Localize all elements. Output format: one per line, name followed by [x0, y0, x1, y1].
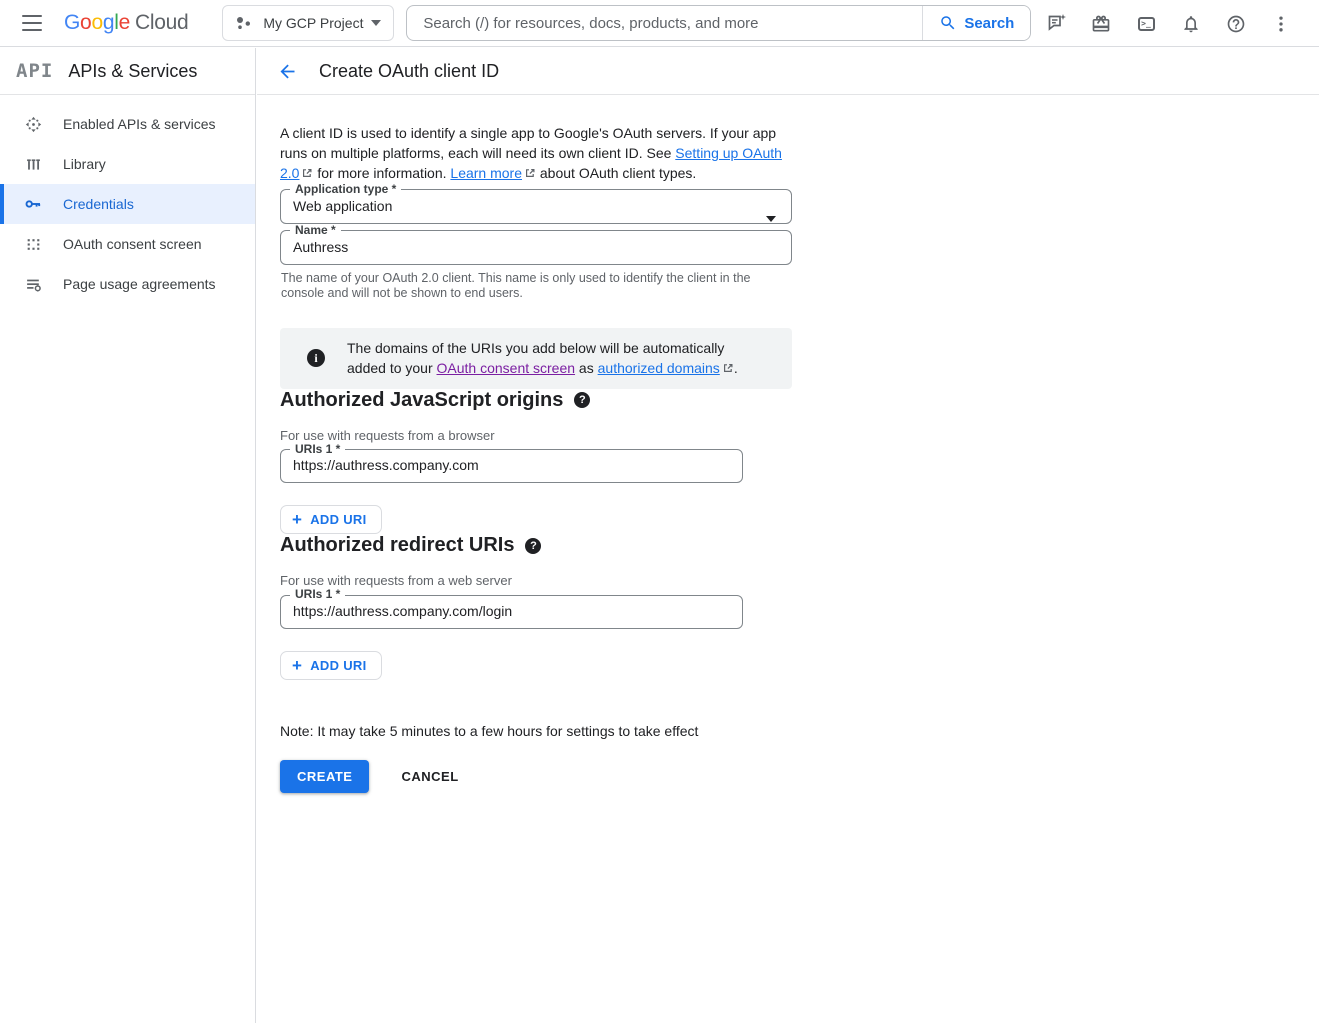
search-input[interactable] — [407, 6, 922, 40]
create-button[interactable]: CREATE — [280, 760, 369, 793]
menu-icon[interactable] — [22, 15, 42, 31]
consent-screen-icon — [24, 235, 42, 253]
intro-text: for more information. — [313, 165, 451, 181]
help-icon[interactable] — [1224, 12, 1248, 36]
application-type-select[interactable]: Web application — [293, 197, 393, 214]
intro-text: about OAuth client types. — [536, 165, 697, 181]
intro-paragraph — [280, 123, 787, 183]
help-circle-icon[interactable]: ? — [574, 392, 590, 408]
google-logo-wordmark: Google — [64, 11, 130, 34]
js-origins-section-title — [280, 389, 1319, 412]
js-origins-title-text: Authorized JavaScript origins — [280, 388, 564, 411]
sidebar-item-oauth-consent[interactable] — [0, 224, 255, 264]
sidebar-item-page-usage-agreements[interactable] — [0, 264, 255, 304]
cloud-shell-icon[interactable]: >_ — [1134, 12, 1158, 36]
sidebar-item-label: Library — [63, 156, 106, 172]
gift-icon[interactable] — [1089, 12, 1113, 36]
external-link-icon — [301, 167, 313, 179]
name-field — [280, 224, 792, 265]
project-name: My GCP Project — [263, 15, 364, 31]
project-icon — [235, 14, 253, 32]
add-redirect-uri-button[interactable] — [280, 651, 382, 680]
more-vert-icon[interactable] — [1269, 12, 1293, 36]
search-icon — [939, 14, 957, 32]
dropdown-caret-icon[interactable] — [766, 216, 776, 222]
info-box — [280, 328, 792, 389]
add-uri-button-label: ADD URI — [310, 512, 367, 528]
search-button[interactable] — [922, 6, 1030, 40]
sidebar-item-label: Credentials — [63, 196, 134, 212]
page-title: Create OAuth client ID — [319, 60, 500, 81]
js-origin-uri-label: URIs 1 * — [295, 441, 341, 456]
sidebar-header — [0, 48, 255, 95]
form-content — [257, 95, 1319, 793]
notifications-bell-icon[interactable] — [1179, 12, 1203, 36]
release-notes-icon[interactable] — [1044, 12, 1068, 36]
info-box-text — [347, 338, 759, 379]
redirect-uris-title-text: Authorized redirect URIs — [280, 534, 515, 557]
sidebar-item-label: OAuth consent screen — [63, 236, 202, 252]
application-type-label: Application type * — [295, 182, 397, 196]
js-origin-uri-field — [280, 443, 743, 484]
redirect-uri-field — [280, 588, 743, 629]
name-input[interactable] — [281, 238, 767, 255]
name-helper-text: The name of your OAuth 2.0 client. This name is only used to identify the client in the console and will not be shown to end users. — [281, 270, 751, 300]
add-uri-button-label: ADD URI — [310, 658, 367, 674]
info-text: The domains of the URIs you add below will be automatically added to your — [347, 339, 725, 377]
sidebar — [0, 48, 256, 1023]
cloud-wordmark: Cloud — [134, 11, 189, 34]
google-cloud-logo — [64, 11, 188, 35]
key-icon — [24, 195, 42, 213]
search-button-label: Search — [964, 14, 1015, 32]
js-origin-uri-input[interactable] — [281, 456, 718, 473]
js-origins-subtitle: For use with requests from a browser — [280, 427, 495, 443]
learn-more-link[interactable]: Learn more — [450, 165, 522, 181]
redirect-uris-section-title — [280, 534, 1319, 557]
oauth-consent-screen-link[interactable]: OAuth consent screen — [436, 360, 576, 377]
application-type-field — [280, 183, 792, 224]
top-app-bar — [0, 0, 1319, 47]
sidebar-product-title: APIs & Services — [68, 60, 198, 81]
setting-up-oauth-link[interactable]: Setting up OAuth 2.0 — [280, 145, 782, 181]
help-circle-icon[interactable]: ? — [525, 538, 541, 554]
project-selector[interactable] — [222, 5, 394, 41]
settings-note: Note: It may take 5 minutes to a few hours for settings to take effect — [280, 723, 699, 740]
sidebar-item-label: Enabled APIs & services — [63, 116, 216, 132]
enabled-apis-icon — [24, 115, 42, 133]
sidebar-item-library[interactable] — [0, 144, 255, 184]
sidebar-item-label: Page usage agreements — [63, 276, 216, 292]
form-actions — [280, 760, 1319, 793]
page-header — [257, 48, 1319, 95]
topbar-icon-group — [1044, 0, 1293, 47]
redirect-uri-input[interactable] — [281, 602, 718, 619]
name-label: Name * — [295, 222, 336, 237]
cancel-button[interactable]: CANCEL — [395, 768, 464, 785]
agreements-icon — [24, 275, 42, 293]
external-link-icon — [722, 362, 734, 374]
info-text: as — [575, 360, 598, 377]
arrow-back-icon — [277, 61, 298, 82]
api-logo: API — [16, 60, 54, 82]
intro-text: A client ID is used to identify a single app to Google's OAuth servers. If your app runs on multiple platforms, each will need its own client ID. See — [280, 125, 777, 161]
authorized-domains-link[interactable]: authorized domains — [597, 360, 720, 377]
sidebar-item-credentials[interactable] — [0, 184, 255, 224]
chevron-down-icon — [371, 20, 381, 26]
info-icon: i — [307, 349, 325, 367]
info-text: . — [733, 360, 738, 377]
add-js-origin-uri-button[interactable] — [280, 505, 382, 534]
sidebar-nav — [0, 95, 255, 304]
main-page — [257, 48, 1319, 1023]
plus-icon: + — [292, 655, 303, 675]
redirect-uri-label: URIs 1 * — [295, 587, 341, 602]
external-link-icon — [524, 167, 536, 179]
back-button[interactable] — [275, 59, 299, 83]
sidebar-item-enabled-apis[interactable] — [0, 104, 255, 144]
plus-icon: + — [292, 509, 303, 529]
global-search — [406, 5, 1031, 41]
redirect-uris-subtitle: For use with requests from a web server — [280, 573, 512, 589]
library-icon — [24, 155, 42, 173]
